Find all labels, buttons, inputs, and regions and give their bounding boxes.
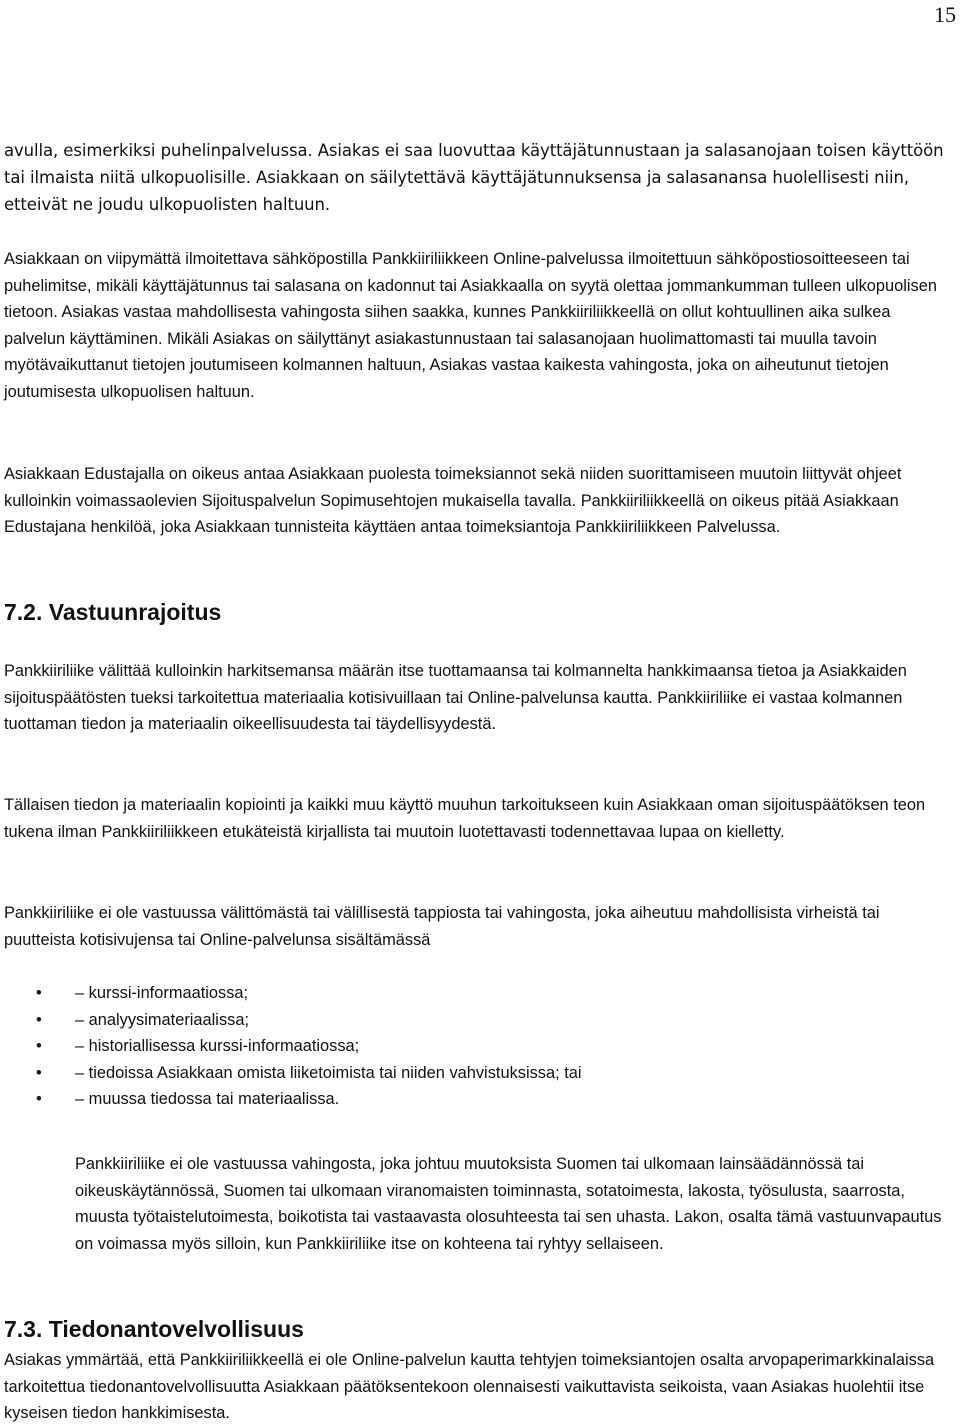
page-number: 15 bbox=[934, 2, 956, 27]
paragraph-representative: Asiakkaan Edustajalla on oikeus antaa Asiakkaan puolesta toimeksiannot sekä niiden suorittamiseen muutoin liittyvät ohjeet kulloinkin voimassaolevien Sijoituspalvelun Sopimusehtojen mukaisella tavalla. Pankkiiriliikkeellä on oikeus pitää Asiakkaan Edustajana henkilöä, joka Asiakkaan tunnisteita käyttäen antaa toimeksiantoja Pankkiiriliikkeen Palvelussa. bbox=[4, 465, 902, 536]
list-item bbox=[0, 1060, 582, 1087]
paragraph-information-materials: Pankkiiriliike välittää kulloinkin harkitsemansa määrän itse tuottamaansa tai kolmannelta hankkimaansa tietoa ja Asiakkaiden sijoituspäätösten tueksi tarkoitettua materiaalia kotisivuillaan tai Online-palvelunsa kautta. Pankkiiriliike ei vastaa kolmannen tuottaman tiedon ja materiaalin oikeellisuudesta tai täydellisyydestä. bbox=[4, 662, 907, 733]
list-item-text: – kurssi-informaatiossa; bbox=[75, 984, 249, 1002]
bullet-icon: • bbox=[36, 1010, 42, 1029]
section-heading-7-2: 7.2. Vastuunrajoitus bbox=[4, 599, 222, 625]
paragraph-lost-credentials: Asiakkaan on viipymättä ilmoitettava sähköpostilla Pankkiiriliikkeen Online-palvelussa ilmoitettuun sähköpostiosoitteeseen tai puhelimitse, mikäli käyttäjätunnus tai salasana on kadonnut tai Asiakkaalla on syytä olettaa jommankumman tulleen ulkopuolisen tietoon. Asiakas vastaa mahdollisesta vahingosta siihen saakka, kunnes Pankkiiriliikkeellä on ollut kohtuullinen aika sulkea palvelun käyttäminen. Mikäli Asiakas on säilyttänyt asiakastunnustaan tai salasanojaan huolimattomasti tai muulla tavoin myötävaikuttanut tietojen joutumiseen kolmannen haltuun, Asiakas vastaa kaikesta vahingosta, joka on aiheutunut tietojen joutumisesta ulkopuolisen haltuun. bbox=[4, 250, 937, 401]
bullet-icon: • bbox=[36, 984, 42, 1002]
liability-exclusion-list bbox=[0, 980, 582, 1113]
list-item bbox=[0, 1086, 582, 1113]
paragraph-no-liability: Pankkiiriliike ei ole vastuussa välittömästä tai välillisestä tappiosta tai vahingosta, joka aiheutuu mahdollisista virheistä tai puutteista kotisivujensa tai Online-palvelunsa sisältämässä bbox=[4, 904, 880, 949]
list-item-text: – analyysimateriaalissa; bbox=[75, 1010, 249, 1029]
paragraph-disclosure-obligation: Asiakas ymmärtää, että Pankkiiriliikkeellä ei ole Online-palvelun kautta tehtyjen toimeksiantojen osalta arvopaperimarkkinalaissa tarkoitettua tiedonantovelvollisuutta Asiakkaan päätöksentekoon olennaisesti vaikuttavista seikoista, vaan Asiakas huolehtii itse kyseisen tiedon hankkimisesta. bbox=[4, 1351, 935, 1422]
section-heading-7-3: 7.3. Tiedonantovelvollisuus bbox=[4, 1316, 304, 1342]
list-item-text: – historiallisessa kurssi-informaatiossa; bbox=[75, 1037, 360, 1055]
list-item bbox=[0, 980, 582, 1007]
bullet-icon: • bbox=[36, 1090, 42, 1108]
paragraph-copying-prohibited: Tällaisen tiedon ja materiaalin kopiointi ja kaikki muu käyttö muuhun tarkoitukseen kuin Asiakkaan oman sijoituspäätöksen teon tukena ilman Pankkiiriliikkeen etukäteistä kirjallista tai muutoin luotettavasti todennettavaa lupaa on kielletty. bbox=[4, 796, 926, 841]
list-item bbox=[0, 1007, 582, 1034]
paragraph-credentials-secrecy: avulla, esimerkiksi puhelinpalvelussa. Asiakas ei saa luovuttaa käyttäjätunnustaan ja salasanojaan toisen käyttöön tai ilmaista niitä ulkopuolisille. Asiakkaan on säilytettävä käyttäjätunnuksensa ja salasanansa huolellisesti niin, etteivät ne joudu ulkopuolisten haltuun. bbox=[4, 141, 944, 214]
list-item-text: – tiedoissa Asiakkaan omista liiketoimista tai niiden vahvistuksissa; tai bbox=[75, 1063, 582, 1082]
list-item bbox=[0, 1033, 582, 1060]
list-item-text: – muussa tiedossa tai materiaalissa. bbox=[75, 1090, 340, 1108]
bullet-icon: • bbox=[36, 1037, 42, 1055]
bullet-icon: • bbox=[36, 1063, 42, 1082]
paragraph-force-majeure: Pankkiiriliike ei ole vastuussa vahingosta, joka johtuu muutoksista Suomen tai ulkomaan lainsäädännössä tai oikeuskäytännössä, Suomen tai ulkomaan viranomaisten toiminnasta, sotatoimesta, lakosta, työsulusta, saarrosta, muusta työtaistelutoimesta, boikotista tai vastaavasta olosuhteesta tai sen uhasta. Lakon, osalta tämä vastuunvapautus on voimassa myös silloin, kun Pankkiiriliike itse on kohteena tai ryhtyy sellaiseen. bbox=[75, 1155, 942, 1253]
